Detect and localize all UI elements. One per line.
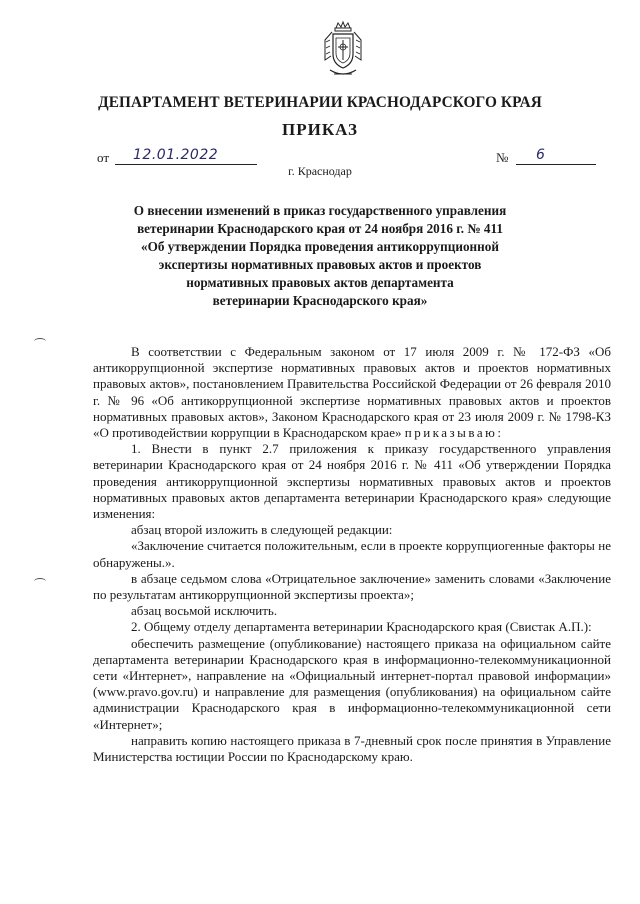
heading-line: экспертизы нормативных правовых актов и проектов	[158, 257, 482, 272]
paragraph: абзац восьмой исключить.	[131, 603, 278, 619]
paragraph-quote: «Заключение считается положительным, если в проекте коррупциогенные факторы не обнаружены.».	[93, 538, 611, 570]
paragraph: абзац второй изложить в следующей редакции:	[131, 522, 393, 538]
order-heading	[120, 202, 520, 310]
paragraph-item-2: 2. Общему отделу департамента ветеринарии Краснодарского края (Свистак А.П.):	[131, 619, 592, 635]
krasnodar-coat-of-arms-icon	[322, 20, 364, 82]
paragraph: в абзаце седьмом слова «Отрицательное заключение» заменить словами «Заключение по результатам антикоррупционной экспертизы проекта»;	[93, 570, 611, 603]
paragraph-item-1: 1. Внести в пункт 2.7 приложения к приказу государственного управления ветеринарии Краснодарского края от 24 ноября 2016 г. № 411 «Об утверждении Порядка проведения антикоррупционной экспертизы нормативных правовых актов и проектов нормативных правовых актов департамента ветеринарии Краснодарского края» следующие изменения:	[93, 441, 611, 522]
preamble-text: В соответствии с Федеральным законом от 17 июля 2009 г. № 172-ФЗ «Об антикоррупционной экспертизе нормативных правовых актов и проектов нормативных правовых актов», постановлением Правительства Российской Федерации от 26 февраля 2010 г. № 96 «Об антикоррупционной экспертизе нормативных правовых актов и проектов нормативных правовых актов», Законом Краснодарского края от 23 июля 2009 г. № 1798-КЗ «О противодействии коррупции в Краснодарском крае»	[93, 344, 611, 441]
order-body	[93, 344, 611, 765]
paragraph: направить копию настоящего приказа в 7-дневный срок после принятия в Управление Министерства юстиции России по Краснодарскому краю.	[93, 732, 611, 765]
order-verb: приказываю:	[404, 425, 504, 441]
heading-line: ветеринарии Краснодарского края»	[212, 293, 428, 308]
document-type-title: ПРИКАЗ	[282, 120, 358, 139]
city-label: г. Краснодар	[288, 164, 352, 178]
punch-hole-mark	[34, 578, 46, 585]
paragraph-preamble	[93, 344, 611, 441]
date-prefix: от	[97, 150, 110, 165]
department-name: ДЕПАРТАМЕНТ ВЕТЕРИНАРИИ КРАСНОДАРСКОГО КРАЯ	[98, 94, 542, 111]
punch-hole-mark	[34, 338, 46, 345]
paragraph: обеспечить размещение (опубликование) настоящего приказа на официальном сайте департамента ветеринарии Краснодарского края в информационно-телекоммуникационной сети «Интернет», направление на «Официальный интернет-портал правовой информации» (www.pravo.gov.ru) и направление для размещения (опубликования) на официальном сайте администрации Краснодарского края в информационно-телекоммуникационной сети «Интернет»;	[93, 635, 611, 732]
heading-line: нормативных правовых актов департамента	[186, 275, 454, 290]
heading-line: О внесении изменений в приказ государственного управления	[133, 203, 507, 218]
heading-line: ветеринарии Краснодарского края от 24 ноября 2016 г. № 411	[137, 221, 503, 236]
handwritten-number: 6	[536, 147, 546, 163]
handwritten-date: 12.01.2022	[133, 147, 219, 163]
number-prefix: №	[496, 150, 509, 165]
heading-line: «Об утверждении Порядка проведения антикоррупционной	[141, 239, 499, 254]
